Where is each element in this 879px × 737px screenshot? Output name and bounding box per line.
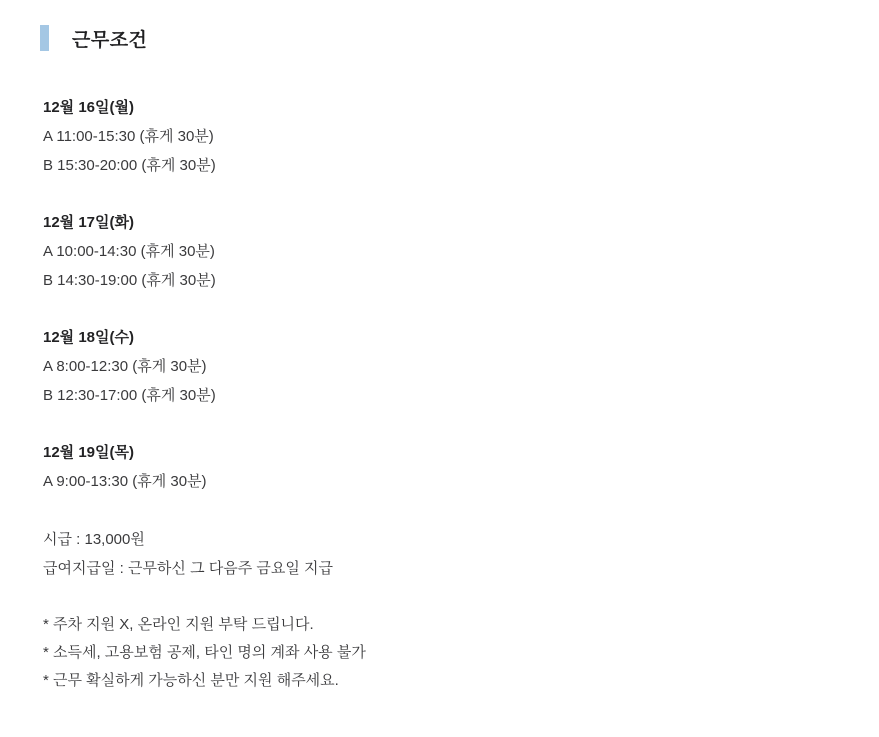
hourly-wage: 시급 : 13,000원	[43, 531, 145, 548]
shift-line: A 11:00-15:30 (휴게 30분)	[43, 128, 214, 145]
schedule-block	[43, 93, 879, 180]
pay-info	[43, 525, 879, 583]
shift-line: A 8:00-12:30 (휴게 30분)	[43, 358, 207, 375]
payday: 급여지급일 : 근무하신 그 다음주 금요일 지급	[43, 560, 333, 577]
schedule-block	[43, 208, 879, 295]
schedule-date: 12월 17일(화)	[43, 214, 134, 231]
note-line: * 소득세, 고용보험 공제, 타인 명의 계좌 사용 불가	[43, 644, 366, 661]
schedule-date: 12월 18일(수)	[43, 329, 134, 346]
schedule-date: 12월 16일(월)	[43, 99, 134, 116]
shift-line: B 15:30-20:00 (휴게 30분)	[43, 157, 216, 174]
schedule-date: 12월 19일(목)	[43, 444, 134, 461]
note-line: * 주차 지원 X, 온라인 지원 부탁 드립니다.	[43, 616, 314, 633]
section-title: 근무조건	[72, 29, 148, 51]
schedule-block	[43, 323, 879, 410]
shift-line: A 10:00-14:30 (휴게 30분)	[43, 243, 215, 260]
shift-line: B 14:30-19:00 (휴게 30분)	[43, 272, 216, 289]
schedule-block	[43, 438, 879, 496]
shift-line: A 9:00-13:30 (휴게 30분)	[43, 473, 207, 490]
section-accent-bar	[40, 25, 49, 51]
note-line: * 근무 확실하게 가능하신 분만 지원 해주세요.	[43, 672, 339, 689]
shift-line: B 12:30-17:00 (휴게 30분)	[43, 387, 216, 404]
section-header	[40, 25, 879, 51]
work-schedule	[43, 93, 879, 496]
application-notes	[43, 611, 879, 695]
